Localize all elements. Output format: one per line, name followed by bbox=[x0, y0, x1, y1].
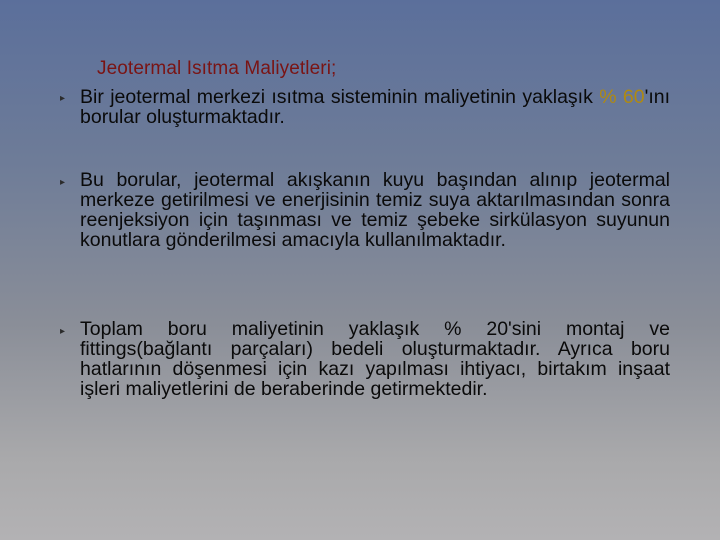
bullet-1-text-after: 'ını borular oluşturmaktadır. bbox=[80, 86, 671, 128]
bullet-arrow-icon: ▸ bbox=[60, 93, 66, 104]
bullet-item-3: Toplam boru maliyetinin yaklaşık % 20'sini montaj ve fittings(bağlantı parçaları) bedeli oluşturmaktadır. Ayrıca boru hatlarının döşenmesi için kazı yapılması ihtiyacı, birtakım inşaat işleri maliyetlerini de beraberinde getirmektedir. bbox=[80, 318, 670, 400]
bullet-1-highlight: % 60 bbox=[599, 86, 645, 108]
bullet-item-1 bbox=[80, 87, 670, 127]
slide-heading: Jeotermal Isıtma Maliyetleri; bbox=[97, 58, 337, 79]
bullet-item-2: Bu borular, jeotermal akışkanın kuyu başından alınıp jeotermal merkeze getirilmesi ve enerjisinin temiz suya aktarılmasından sonra reenjeksiyon için taşınması ve temiz şebeke sirkülasyon suyunun konutlara gönderilmesi amacıyla kullanılmaktadır. bbox=[80, 169, 670, 251]
bullet-1-text-before: Bir jeotermal merkezi ısıtma sisteminin maliyetinin yaklaşık bbox=[80, 86, 600, 108]
bullet-arrow-icon: ▸ bbox=[60, 177, 66, 188]
bullet-arrow-icon: ▸ bbox=[60, 326, 66, 337]
